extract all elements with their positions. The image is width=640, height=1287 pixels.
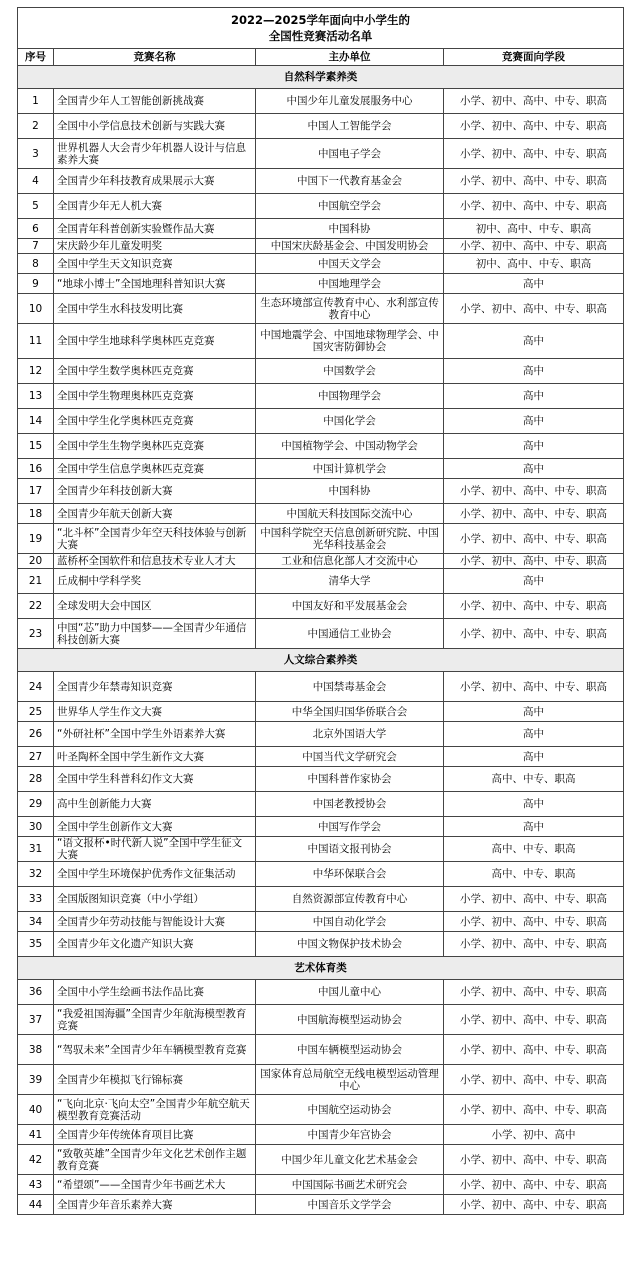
section-title: 人文综合素养类 (18, 649, 624, 672)
row-number: 29 (18, 792, 54, 817)
table-row (18, 619, 624, 649)
organizer: 中国航天科技国际交流中心 (256, 504, 444, 524)
competition-name: 全国中学生科普科幻作文大赛 (54, 767, 256, 792)
row-number: 22 (18, 594, 54, 619)
competition-name: “语文报杯•时代新人说”全国中学生征文大赛 (54, 837, 256, 862)
table-row (18, 409, 624, 434)
row-number: 18 (18, 504, 54, 524)
school-stage: 小学、初中、高中、中专、职高 (444, 139, 624, 169)
header-stage: 竞赛面向学段 (444, 49, 624, 66)
title-line-2: 全国性竞赛活动名单 (268, 29, 373, 43)
organizer: 中国国际书画艺术研究会 (256, 1175, 444, 1195)
table-row (18, 554, 624, 569)
row-number: 43 (18, 1175, 54, 1195)
table-row (18, 1125, 624, 1145)
header-org: 主办单位 (256, 49, 444, 66)
row-number: 44 (18, 1195, 54, 1215)
competition-name: “北斗杯”全国青少年空天科技体验与创新大赛 (54, 524, 256, 554)
school-stage: 小学、初中、高中、中专、职高 (444, 114, 624, 139)
table-row (18, 274, 624, 294)
organizer: 中华全国归国华侨联合会 (256, 702, 444, 722)
organizer: 北京外国语大学 (256, 722, 444, 747)
competition-list-document (17, 7, 623, 1215)
competition-name: 全国青少年无人机大赛 (54, 194, 256, 219)
organizer: 中国友好和平发展基金会 (256, 594, 444, 619)
school-stage: 小学、初中、高中、中专、职高 (444, 479, 624, 504)
organizer: 中国儿童中心 (256, 980, 444, 1005)
row-number: 6 (18, 219, 54, 239)
school-stage: 小学、初中、高中、中专、职高 (444, 619, 624, 649)
table-row (18, 862, 624, 887)
table-row (18, 294, 624, 324)
school-stage: 小学、初中、高中、中专、职高 (444, 89, 624, 114)
row-number: 14 (18, 409, 54, 434)
table-row (18, 1195, 624, 1215)
school-stage: 高中 (444, 434, 624, 459)
school-stage: 小学、初中、高中、中专、职高 (444, 524, 624, 554)
organizer: 中国数学会 (256, 359, 444, 384)
organizer: 中国写作学会 (256, 817, 444, 837)
row-number: 5 (18, 194, 54, 219)
row-number: 33 (18, 887, 54, 912)
table-title-row (18, 8, 624, 49)
school-stage: 小学、初中、高中、中专、职高 (444, 887, 624, 912)
competition-name: 世界华人学生作文大赛 (54, 702, 256, 722)
table-row (18, 1145, 624, 1175)
row-number: 39 (18, 1065, 54, 1095)
organizer: 中国科协 (256, 479, 444, 504)
row-number: 31 (18, 837, 54, 862)
school-stage: 高中 (444, 722, 624, 747)
row-number: 21 (18, 569, 54, 594)
table-row (18, 254, 624, 274)
school-stage: 高中 (444, 702, 624, 722)
row-number: 2 (18, 114, 54, 139)
competition-name: 全国青少年航天创新大赛 (54, 504, 256, 524)
competition-name: “致敬英雄”全国青少年文化艺术创作主题教育竞赛 (54, 1145, 256, 1175)
row-number: 19 (18, 524, 54, 554)
table-row (18, 324, 624, 359)
school-stage: 高中 (444, 274, 624, 294)
organizer: 中华环保联合会 (256, 862, 444, 887)
competition-name: “飞向北京·飞向太空”全国青少年航空航天模型教育竞赛活动 (54, 1095, 256, 1125)
table-row (18, 459, 624, 479)
school-stage: 小学、初中、高中、中专、职高 (444, 554, 624, 569)
table-row (18, 434, 624, 459)
table-row (18, 932, 624, 957)
row-number: 24 (18, 672, 54, 702)
table-row (18, 672, 624, 702)
competition-name: 全国青年科普创新实验暨作品大赛 (54, 219, 256, 239)
row-number: 40 (18, 1095, 54, 1125)
school-stage: 小学、初中、高中、中专、职高 (444, 594, 624, 619)
school-stage: 小学、初中、高中、中专、职高 (444, 1175, 624, 1195)
competition-name: “希望颂”——全国青少年书画艺术大 (54, 1175, 256, 1195)
school-stage: 小学、初中、高中、中专、职高 (444, 1095, 624, 1125)
organizer: 自然资源部宣传教育中心 (256, 887, 444, 912)
competition-name: 全国青少年劳动技能与智能设计大赛 (54, 912, 256, 932)
school-stage: 小学、初中、高中、中专、职高 (444, 1065, 624, 1095)
school-stage: 小学、初中、高中、中专、职高 (444, 672, 624, 702)
organizer: 中国科协 (256, 219, 444, 239)
competition-name: 全国中学生天文知识竞赛 (54, 254, 256, 274)
organizer: 中国人工智能学会 (256, 114, 444, 139)
table-row (18, 1065, 624, 1095)
competition-name: “地球小博士”全国地理科普知识大赛 (54, 274, 256, 294)
competition-table (17, 7, 624, 1215)
school-stage: 小学、初中、高中、中专、职高 (444, 169, 624, 194)
row-number: 27 (18, 747, 54, 767)
table-row (18, 980, 624, 1005)
competition-name: 全国青少年文化遗产知识大赛 (54, 932, 256, 957)
table-row (18, 887, 624, 912)
organizer: 中国少年儿童发展服务中心 (256, 89, 444, 114)
organizer: 中国天文学会 (256, 254, 444, 274)
row-number: 11 (18, 324, 54, 359)
school-stage: 高中 (444, 409, 624, 434)
document-title (18, 8, 624, 49)
school-stage: 高中 (444, 324, 624, 359)
organizer: 中国航海模型运动协会 (256, 1005, 444, 1035)
competition-name: 全国中学生信息学奥林匹克竞赛 (54, 459, 256, 479)
organizer: 中国宋庆龄基金会、中国发明协会 (256, 239, 444, 254)
school-stage: 小学、初中、高中、中专、职高 (444, 294, 624, 324)
organizer: 中国地理学会 (256, 274, 444, 294)
school-stage: 初中、高中、中专、职高 (444, 254, 624, 274)
school-stage: 小学、初中、高中、中专、职高 (444, 1195, 624, 1215)
organizer: 中国自动化学会 (256, 912, 444, 932)
table-row (18, 1035, 624, 1065)
row-number: 13 (18, 384, 54, 409)
row-number: 41 (18, 1125, 54, 1145)
organizer: 中国老教授协会 (256, 792, 444, 817)
table-row (18, 837, 624, 862)
organizer: 中国下一代教育基金会 (256, 169, 444, 194)
organizer: 国家体育总局航空无线电模型运动管理中心 (256, 1065, 444, 1095)
section-row (18, 957, 624, 980)
competition-name: 全国青少年传统体育项目比赛 (54, 1125, 256, 1145)
row-number: 25 (18, 702, 54, 722)
section-title: 自然科学素养类 (18, 66, 624, 89)
school-stage: 小学、初中、高中、中专、职高 (444, 932, 624, 957)
school-stage: 小学、初中、高中 (444, 1125, 624, 1145)
table-row (18, 792, 624, 817)
row-number: 10 (18, 294, 54, 324)
competition-name: 全国青少年音乐素养大赛 (54, 1195, 256, 1215)
competition-name: 全国中学生水科技发明比赛 (54, 294, 256, 324)
title-line-1: 2022—2025学年面向中小学生的 (231, 13, 411, 27)
organizer: 清华大学 (256, 569, 444, 594)
school-stage: 高中、中专、职高 (444, 837, 624, 862)
table-row (18, 702, 624, 722)
school-stage: 高中 (444, 569, 624, 594)
row-number: 35 (18, 932, 54, 957)
table-row (18, 569, 624, 594)
school-stage: 小学、初中、高中、中专、职高 (444, 1005, 624, 1035)
row-number: 12 (18, 359, 54, 384)
school-stage: 高中 (444, 747, 624, 767)
organizer: 中国计算机学会 (256, 459, 444, 479)
row-number: 4 (18, 169, 54, 194)
table-row (18, 89, 624, 114)
table-row (18, 1005, 624, 1035)
school-stage: 小学、初中、高中、中专、职高 (444, 239, 624, 254)
row-number: 37 (18, 1005, 54, 1035)
organizer: 中国科学院空天信息创新研究院、中国光华科技基金会 (256, 524, 444, 554)
row-number: 7 (18, 239, 54, 254)
table-row (18, 1175, 624, 1195)
competition-name: 全国中小学生绘画书法作品比赛 (54, 980, 256, 1005)
organizer: 中国航空运动协会 (256, 1095, 444, 1125)
competition-name: 全国中学生环境保护优秀作文征集活动 (54, 862, 256, 887)
competition-name: 全国中学生化学奥林匹克竞赛 (54, 409, 256, 434)
competition-name: 全国中学生生物学奥林匹克竞赛 (54, 434, 256, 459)
organizer: 工业和信息化部人才交流中心 (256, 554, 444, 569)
competition-name: 全国青少年科技教育成果展示大赛 (54, 169, 256, 194)
competition-name: “驾驭未来”全国青少年车辆模型教育竞赛 (54, 1035, 256, 1065)
table-row (18, 747, 624, 767)
competition-name: 全国中学生物理奥林匹克竞赛 (54, 384, 256, 409)
row-number: 28 (18, 767, 54, 792)
organizer: 中国通信工业协会 (256, 619, 444, 649)
table-row (18, 767, 624, 792)
row-number: 9 (18, 274, 54, 294)
row-number: 32 (18, 862, 54, 887)
organizer: 中国电子学会 (256, 139, 444, 169)
table-row (18, 524, 624, 554)
row-number: 17 (18, 479, 54, 504)
competition-name: 叶圣陶杯全国中学生新作文大赛 (54, 747, 256, 767)
school-stage: 小学、初中、高中、中专、职高 (444, 194, 624, 219)
table-row (18, 594, 624, 619)
row-number: 26 (18, 722, 54, 747)
row-number: 20 (18, 554, 54, 569)
organizer: 中国植物学会、中国动物学会 (256, 434, 444, 459)
organizer: 中国科普作家协会 (256, 767, 444, 792)
school-stage: 小学、初中、高中、中专、职高 (444, 912, 624, 932)
school-stage: 高中 (444, 459, 624, 479)
organizer: 生态环境部宣传教育中心、水利部宣传教育中心 (256, 294, 444, 324)
competition-name: “我爱祖国海疆”全国青少年航海模型教育竞赛 (54, 1005, 256, 1035)
table-row (18, 504, 624, 524)
table-row (18, 239, 624, 254)
organizer: 中国当代文学研究会 (256, 747, 444, 767)
header-row (18, 49, 624, 66)
school-stage: 高中 (444, 359, 624, 384)
school-stage: 小学、初中、高中、中专、职高 (444, 1035, 624, 1065)
row-number: 3 (18, 139, 54, 169)
row-number: 16 (18, 459, 54, 479)
school-stage: 高中 (444, 384, 624, 409)
school-stage: 高中 (444, 817, 624, 837)
school-stage: 小学、初中、高中、中专、职高 (444, 1145, 624, 1175)
table-row (18, 912, 624, 932)
row-number: 42 (18, 1145, 54, 1175)
organizer: 中国化学会 (256, 409, 444, 434)
organizer: 中国语文报刊协会 (256, 837, 444, 862)
school-stage: 高中 (444, 792, 624, 817)
competition-name: 全国青少年模拟飞行锦标赛 (54, 1065, 256, 1095)
school-stage: 高中、中专、职高 (444, 767, 624, 792)
competition-name: 全球发明大会中国区 (54, 594, 256, 619)
competition-name: 中国“芯”助力中国梦——全国青少年通信科技创新大赛 (54, 619, 256, 649)
competition-name: 全国版图知识竞赛（中小学组） (54, 887, 256, 912)
organizer: 中国文物保护技术协会 (256, 932, 444, 957)
row-number: 34 (18, 912, 54, 932)
table-row (18, 114, 624, 139)
table-row (18, 384, 624, 409)
competition-name: 全国中学生地球科学奥林匹克竞赛 (54, 324, 256, 359)
competition-name: 全国青少年禁毒知识竞赛 (54, 672, 256, 702)
organizer: 中国禁毒基金会 (256, 672, 444, 702)
organizer: 中国地震学会、中国地球物理学会、中国灾害防御协会 (256, 324, 444, 359)
table-row (18, 194, 624, 219)
row-number: 8 (18, 254, 54, 274)
header-name: 竞赛名称 (54, 49, 256, 66)
row-number: 30 (18, 817, 54, 837)
table-row (18, 1095, 624, 1125)
organizer: 中国航空学会 (256, 194, 444, 219)
competition-name: 世界机器人大会青少年机器人设计与信息素养大赛 (54, 139, 256, 169)
table-row (18, 817, 624, 837)
row-number: 38 (18, 1035, 54, 1065)
school-stage: 小学、初中、高中、中专、职高 (444, 504, 624, 524)
row-number: 36 (18, 980, 54, 1005)
competition-name: 全国中学生数学奥林匹克竞赛 (54, 359, 256, 384)
table-row (18, 139, 624, 169)
header-num: 序号 (18, 49, 54, 66)
table-row (18, 479, 624, 504)
section-row (18, 66, 624, 89)
competition-name: 宋庆龄少年儿童发明奖 (54, 239, 256, 254)
section-title: 艺术体育类 (18, 957, 624, 980)
competition-name: “外研社杯”全国中学生外语素养大赛 (54, 722, 256, 747)
competition-name: 高中生创新能力大赛 (54, 792, 256, 817)
competition-name: 全国中小学信息技术创新与实践大赛 (54, 114, 256, 139)
row-number: 15 (18, 434, 54, 459)
competition-name: 全国青少年科技创新大赛 (54, 479, 256, 504)
table-row (18, 219, 624, 239)
table-row (18, 359, 624, 384)
school-stage: 高中、中专、职高 (444, 862, 624, 887)
table-row (18, 169, 624, 194)
organizer: 中国少年儿童文化艺术基金会 (256, 1145, 444, 1175)
organizer: 中国青少年宫协会 (256, 1125, 444, 1145)
competition-name: 全国青少年人工智能创新挑战赛 (54, 89, 256, 114)
section-row (18, 649, 624, 672)
row-number: 1 (18, 89, 54, 114)
competition-name: 丘成桐中学科学奖 (54, 569, 256, 594)
competition-name: 全国中学生创新作文大赛 (54, 817, 256, 837)
organizer: 中国音乐文学学会 (256, 1195, 444, 1215)
organizer: 中国车辆模型运动协会 (256, 1035, 444, 1065)
organizer: 中国物理学会 (256, 384, 444, 409)
row-number: 23 (18, 619, 54, 649)
school-stage: 小学、初中、高中、中专、职高 (444, 980, 624, 1005)
table-row (18, 722, 624, 747)
competition-name: 蓝桥杯全国软件和信息技术专业人才大 (54, 554, 256, 569)
school-stage: 初中、高中、中专、职高 (444, 219, 624, 239)
